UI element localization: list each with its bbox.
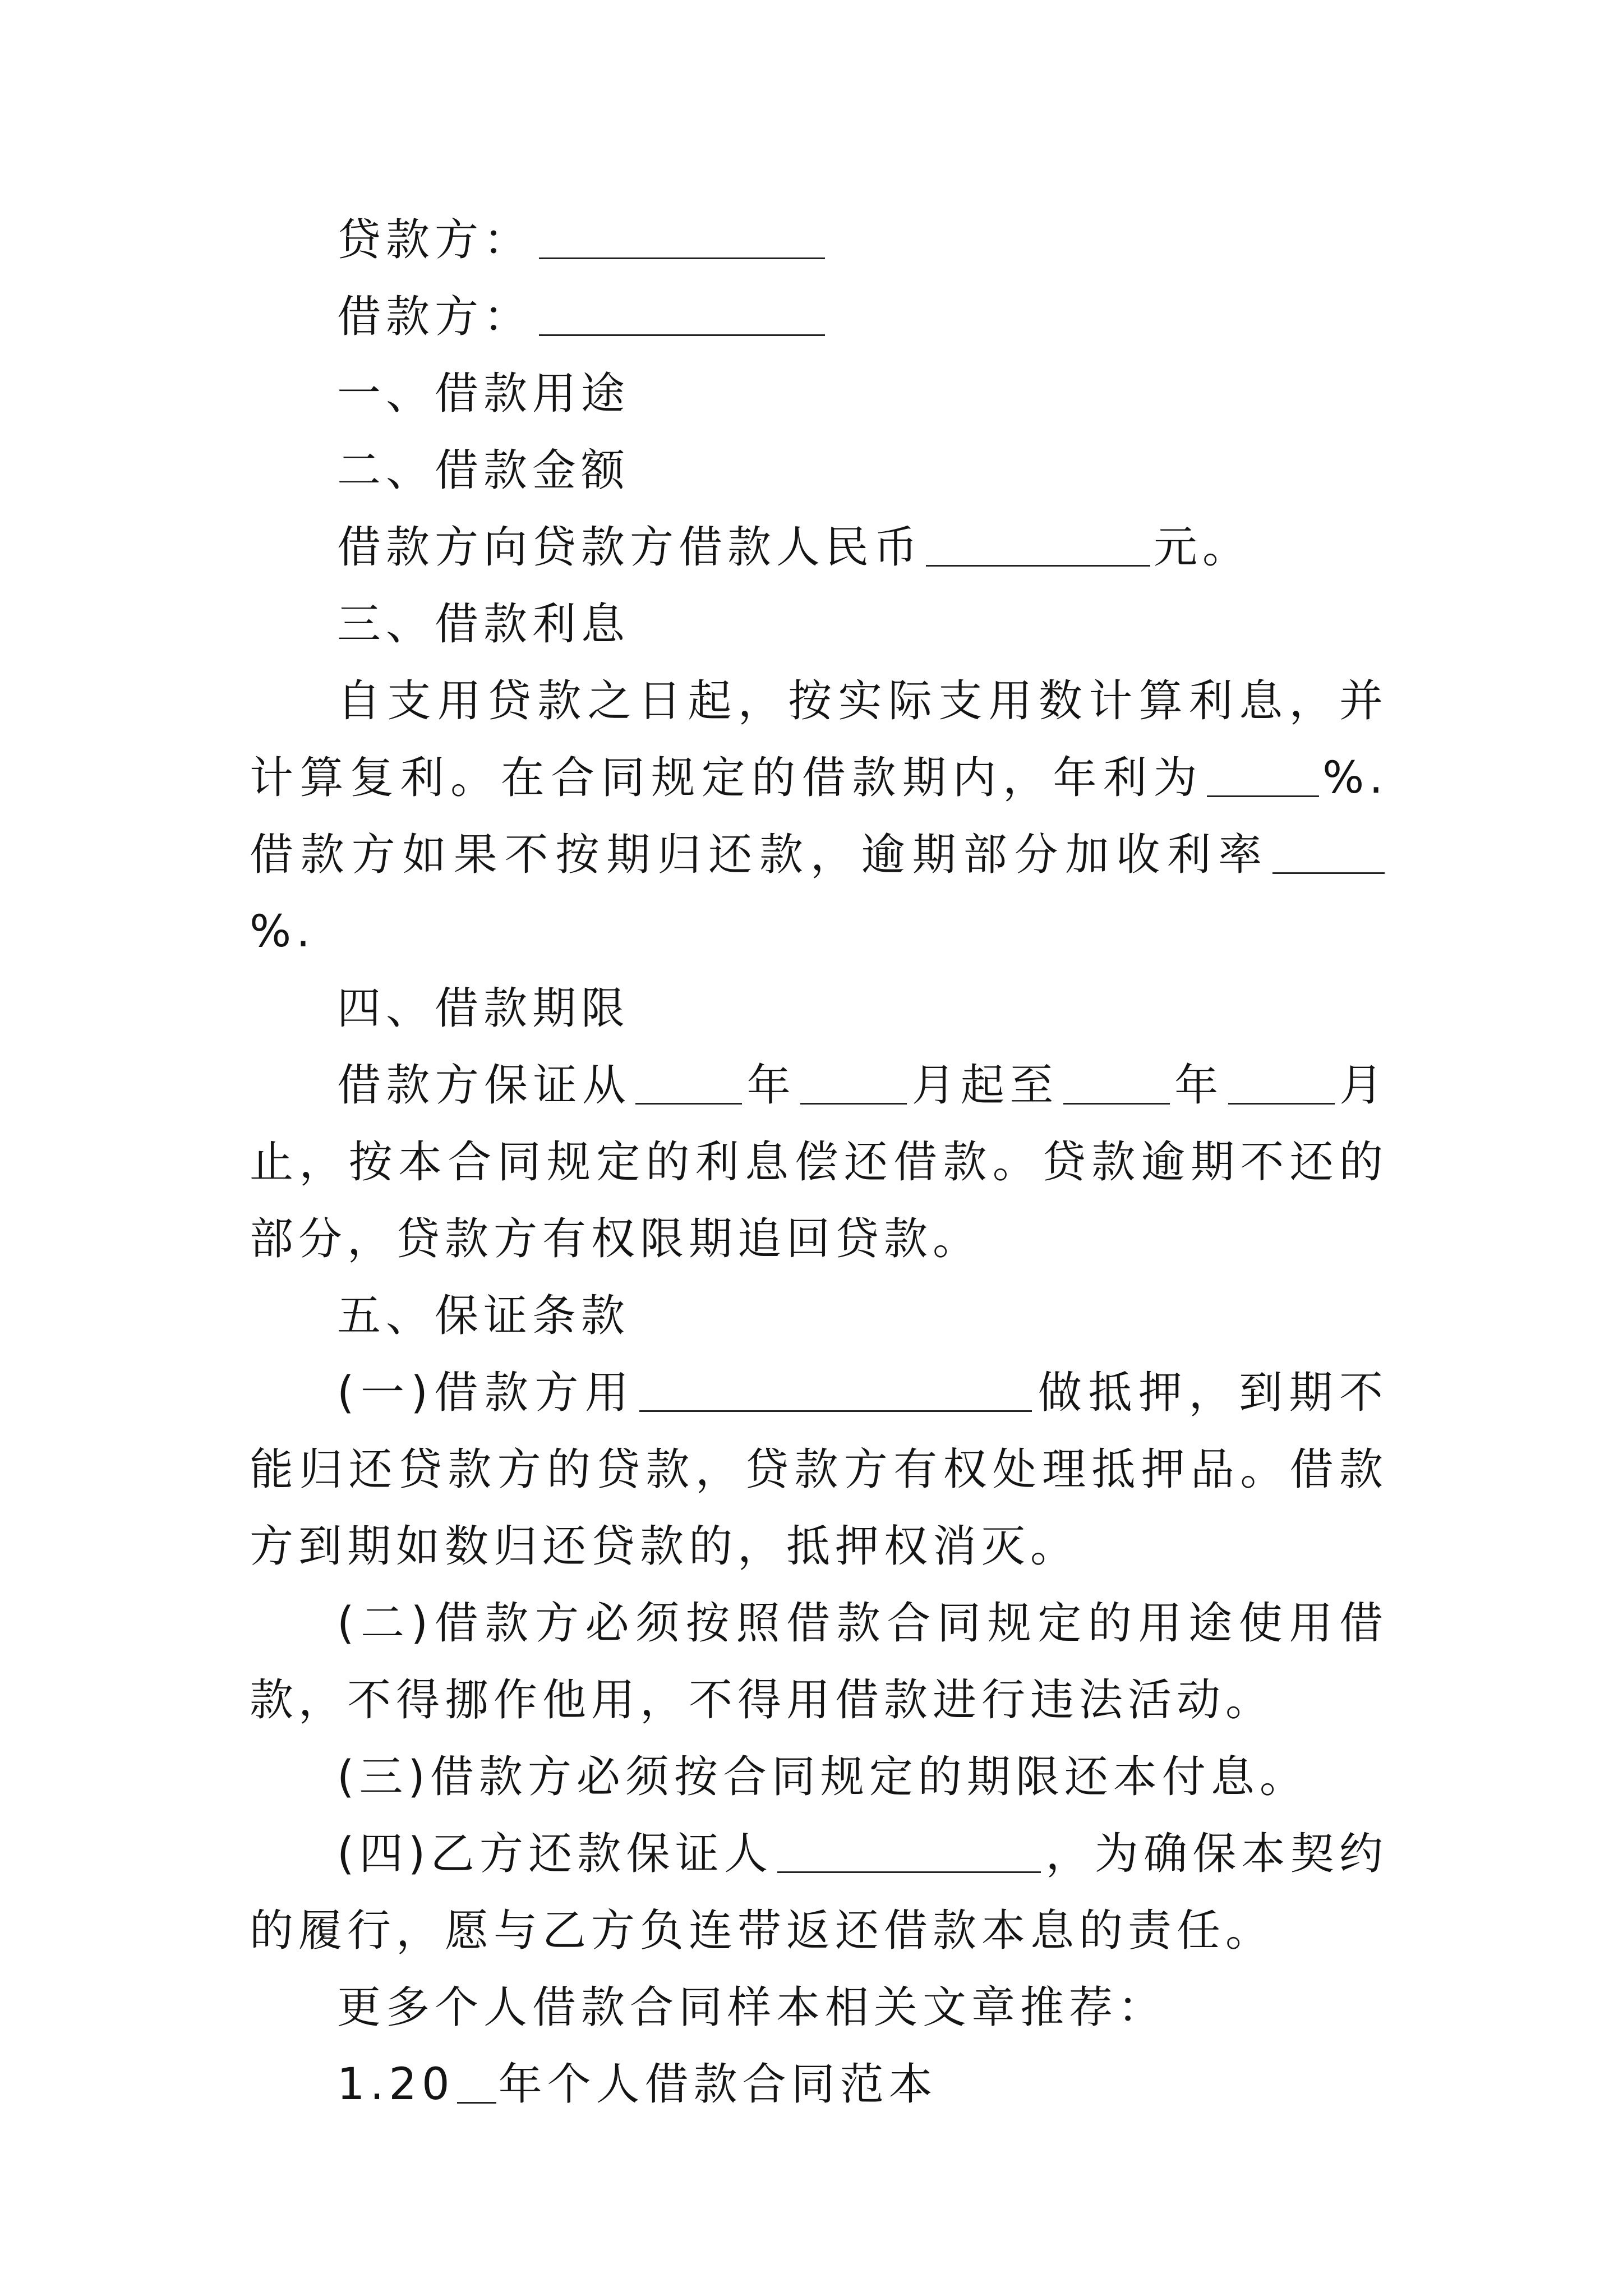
pledge-blank [639, 1371, 1032, 1412]
borrower-line [250, 279, 1388, 356]
end-year-label: 年 [1174, 1060, 1224, 1111]
more-articles-title: 更多个人借款合同样本相关文章推荐： [337, 1982, 1167, 2033]
guarantor-blank [777, 1832, 1041, 1873]
borrower-label: 借款方： [337, 292, 533, 342]
article-title: 年个人借款合同范本 [498, 2059, 938, 2110]
annual-rate-blank [1207, 756, 1319, 797]
lender-label: 贷款方： [337, 215, 533, 265]
section-2-title: 二、借款金额 [337, 445, 630, 496]
term-text-rest: 月止，按本合同规定的利息偿还借款。贷款逾期不还的部分，贷款方有权限期追回贷款。 [250, 1060, 1388, 1264]
section-4-text [250, 1047, 1388, 1278]
lender-blank [539, 218, 825, 259]
term-text: 借款方保证从 [337, 1060, 631, 1111]
pledge-text-rest: 做抵押，到期不能归还贷款方的贷款，贷款方有权处理抵押品。借款方到期如数归还贷款的，抵押权消灭。 [250, 1368, 1388, 1572]
pledge-text: (一)借款方用 [337, 1368, 635, 1418]
section-3-text [250, 663, 1388, 970]
section-5-item-4 [250, 1816, 1388, 1970]
section-5-title: 五、保证条款 [337, 1291, 630, 1341]
amount-text: 借款方向贷款方借款人民币 [337, 522, 923, 573]
amount-blank [926, 526, 1150, 567]
overdue-text: %.借款方如果不按期归还款，逾期部分加收利率 [250, 753, 1388, 880]
section-1-title: 一、借款用途 [337, 369, 630, 419]
article-year-blank [457, 2063, 496, 2104]
start-year-blank [635, 1064, 742, 1105]
guarantor-text-rest: ，为确保本契约的履行，愿与乙方负连带返还借款本息的责任。 [250, 1829, 1388, 1956]
section-2-text [250, 509, 1388, 586]
lender-line [250, 202, 1388, 279]
borrower-blank [539, 295, 825, 336]
section-5-item-2: (二)借款方必须按照借款合同规定的用途使用借款，不得挪作他用，不得用借款进行违法活动。 [250, 1598, 1388, 1726]
section-3-title: 三、借款利息 [337, 599, 630, 650]
article-year-prefix: 1.20 [337, 2059, 455, 2110]
section-4-title: 四、借款期限 [337, 983, 630, 1034]
contract-body [250, 202, 1388, 2123]
guarantor-text: (四)乙方还款保证人 [337, 1829, 773, 1879]
start-month-label: 月起至 [911, 1060, 1059, 1111]
end-month-blank [1228, 1064, 1335, 1105]
section-5-item-3: (三)借款方必须按合同规定的期限还本付息。 [337, 1752, 1308, 1802]
overdue-rate-blank [1272, 833, 1385, 874]
section-5-item-1 [250, 1355, 1388, 1585]
interest-text: 自支用贷款之日起，按实际支用数计算利息，并计算复利。在合同规定的借款期内，年利为 [250, 676, 1388, 803]
start-month-blank [800, 1064, 907, 1105]
overdue-unit: %. [250, 907, 315, 957]
start-year-label: 年 [746, 1060, 796, 1111]
amount-unit: 元。 [1154, 522, 1252, 573]
more-articles-item-1 [250, 2046, 1388, 2123]
end-year-blank [1063, 1064, 1170, 1105]
